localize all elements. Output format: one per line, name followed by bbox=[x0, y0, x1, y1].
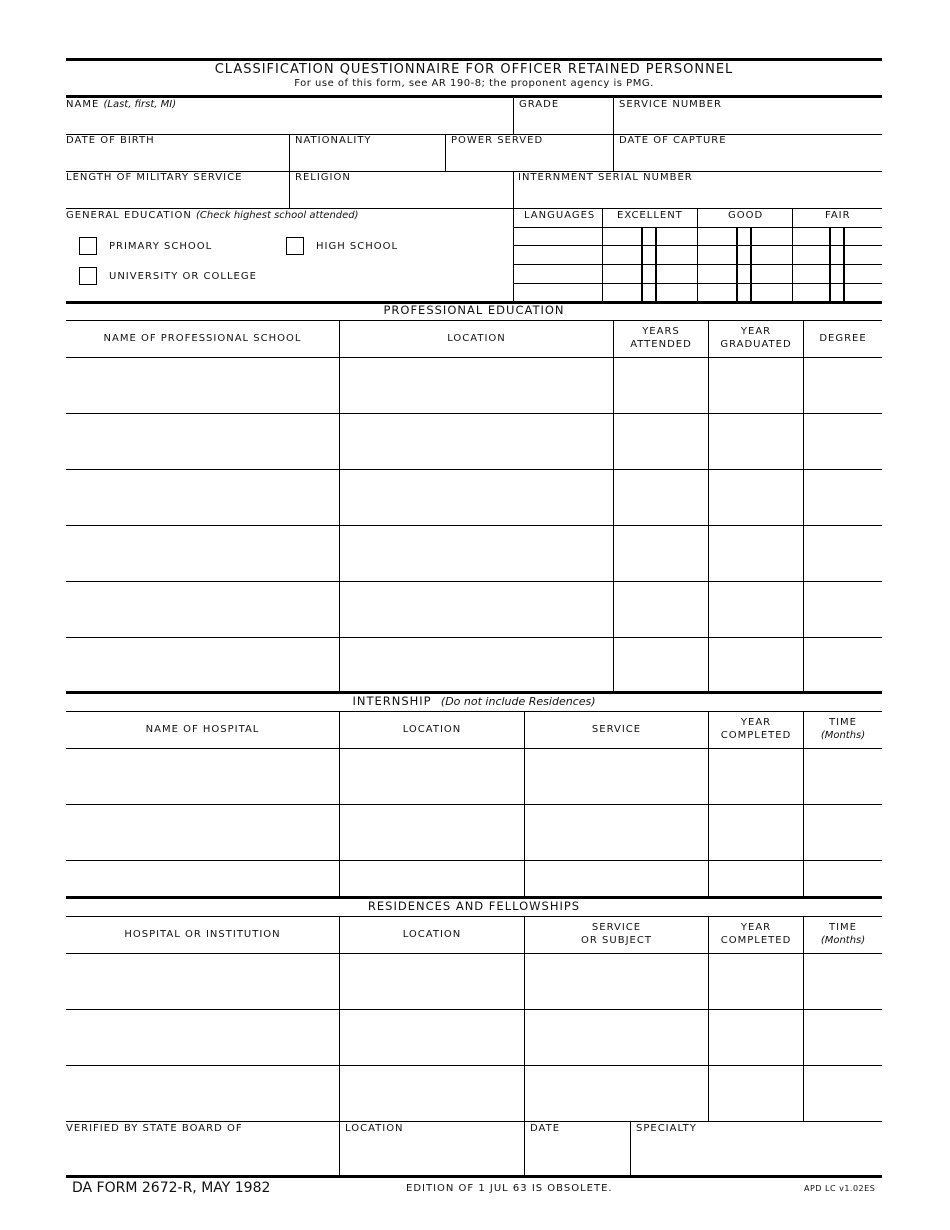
top-border bbox=[66, 58, 882, 61]
intern-col-year: YEAR COMPLETED bbox=[720, 717, 792, 741]
languages-header: LANGUAGES bbox=[524, 210, 596, 221]
form-subtitle: For use of this form, see AR 190-8; the proponent agency is PMG. bbox=[294, 78, 654, 89]
general-education-label: GENERAL EDUCATION (Check highest school attended) bbox=[66, 210, 359, 221]
res-col-year: YEAR COMPLETED bbox=[720, 922, 792, 946]
professional-education-heading: PROFESSIONAL EDUCATION bbox=[383, 303, 565, 317]
prof-col-years: YEARS ATTENDED bbox=[630, 326, 692, 350]
nationality-field[interactable] bbox=[290, 148, 444, 170]
high-school-label: HIGH SCHOOL bbox=[316, 241, 399, 252]
university-checkbox[interactable] bbox=[79, 267, 97, 285]
verification-location-field[interactable] bbox=[340, 1136, 523, 1174]
version-label: APD LC v1.02ES bbox=[804, 1184, 876, 1193]
title-divider bbox=[66, 95, 882, 98]
date-of-birth-label: DATE OF BIRTH bbox=[66, 135, 155, 146]
language-entries[interactable] bbox=[514, 228, 602, 302]
form-id: DA FORM 2672-R, MAY 1982 bbox=[72, 1180, 271, 1196]
internment-serial-label: INTERNMENT SERIAL NUMBER bbox=[518, 172, 693, 183]
service-number-field[interactable] bbox=[614, 112, 882, 134]
internment-serial-field[interactable] bbox=[514, 185, 882, 207]
name-field[interactable] bbox=[66, 112, 512, 134]
verified-by-field[interactable] bbox=[66, 1136, 338, 1174]
prof-col-degree: DEGREE bbox=[819, 333, 867, 344]
residences-heading: RESIDENCES AND FELLOWSHIPS bbox=[367, 899, 581, 913]
res-col-service: SERVICE OR SUBJECT bbox=[581, 922, 652, 946]
grade-field[interactable] bbox=[514, 112, 612, 134]
good-check-column[interactable] bbox=[736, 227, 752, 302]
specialty-field[interactable] bbox=[631, 1136, 882, 1174]
specialty-label: SPECIALTY bbox=[636, 1123, 697, 1134]
prof-col-graduated: YEAR GRADUATED bbox=[720, 326, 792, 350]
length-of-service-field[interactable] bbox=[66, 185, 288, 207]
professional-education-rows[interactable] bbox=[66, 358, 882, 691]
service-number-label: SERVICE NUMBER bbox=[619, 99, 722, 110]
date-of-capture-field[interactable] bbox=[614, 148, 882, 170]
excellent-header: EXCELLENT bbox=[617, 210, 683, 221]
date-of-birth-field[interactable] bbox=[66, 148, 288, 170]
date-of-capture-label: DATE OF CAPTURE bbox=[619, 135, 727, 146]
residences-rows[interactable] bbox=[66, 954, 882, 1120]
primary-school-label: PRIMARY SCHOOL bbox=[109, 241, 213, 252]
intern-col-service: SERVICE bbox=[591, 724, 642, 735]
high-school-checkbox[interactable] bbox=[286, 237, 304, 255]
name-label: NAME (Last, first, MI) bbox=[66, 99, 177, 110]
primary-school-checkbox[interactable] bbox=[79, 237, 97, 255]
grade-label: GRADE bbox=[519, 99, 560, 110]
internship-rows[interactable] bbox=[66, 749, 882, 895]
verification-location-label: LOCATION bbox=[345, 1123, 404, 1134]
verified-by-label: VERIFIED BY STATE BOARD OF bbox=[66, 1123, 243, 1134]
religion-field[interactable] bbox=[290, 185, 512, 207]
intern-col-time: TIME (Months) bbox=[820, 717, 866, 741]
power-served-field[interactable] bbox=[446, 148, 612, 170]
prof-col-location: LOCATION bbox=[447, 333, 506, 344]
university-label: UNIVERSITY OR COLLEGE bbox=[109, 271, 257, 282]
verification-date-label: DATE bbox=[530, 1123, 561, 1134]
res-col-time: TIME (Months) bbox=[820, 922, 866, 946]
length-of-service-label: LENGTH OF MILITARY SERVICE bbox=[66, 172, 243, 183]
religion-label: RELIGION bbox=[295, 172, 351, 183]
intern-col-hospital: NAME OF HOSPITAL bbox=[145, 724, 260, 735]
verification-date-field[interactable] bbox=[525, 1136, 629, 1174]
res-col-location: LOCATION bbox=[402, 929, 462, 940]
good-header: GOOD bbox=[728, 210, 764, 221]
intern-col-location: LOCATION bbox=[402, 724, 462, 735]
edition-note: EDITION OF 1 JUL 63 IS OBSOLETE. bbox=[406, 1183, 613, 1194]
prof-col-school: NAME OF PROFESSIONAL SCHOOL bbox=[103, 333, 302, 344]
fair-header: FAIR bbox=[825, 210, 851, 221]
fair-check-column[interactable] bbox=[829, 227, 845, 302]
excellent-check-column[interactable] bbox=[641, 227, 657, 302]
internship-heading: INTERNSHIP (Do not include Residences) bbox=[352, 694, 596, 708]
nationality-label: NATIONALITY bbox=[295, 135, 372, 146]
bottom-border bbox=[66, 1175, 882, 1178]
res-col-hospital: HOSPITAL OR INSTITUTION bbox=[124, 929, 281, 940]
form-title: CLASSIFICATION QUESTIONNAIRE FOR OFFICER RETAINED PERSONNEL bbox=[214, 62, 734, 77]
power-served-label: POWER SERVED bbox=[451, 135, 544, 146]
